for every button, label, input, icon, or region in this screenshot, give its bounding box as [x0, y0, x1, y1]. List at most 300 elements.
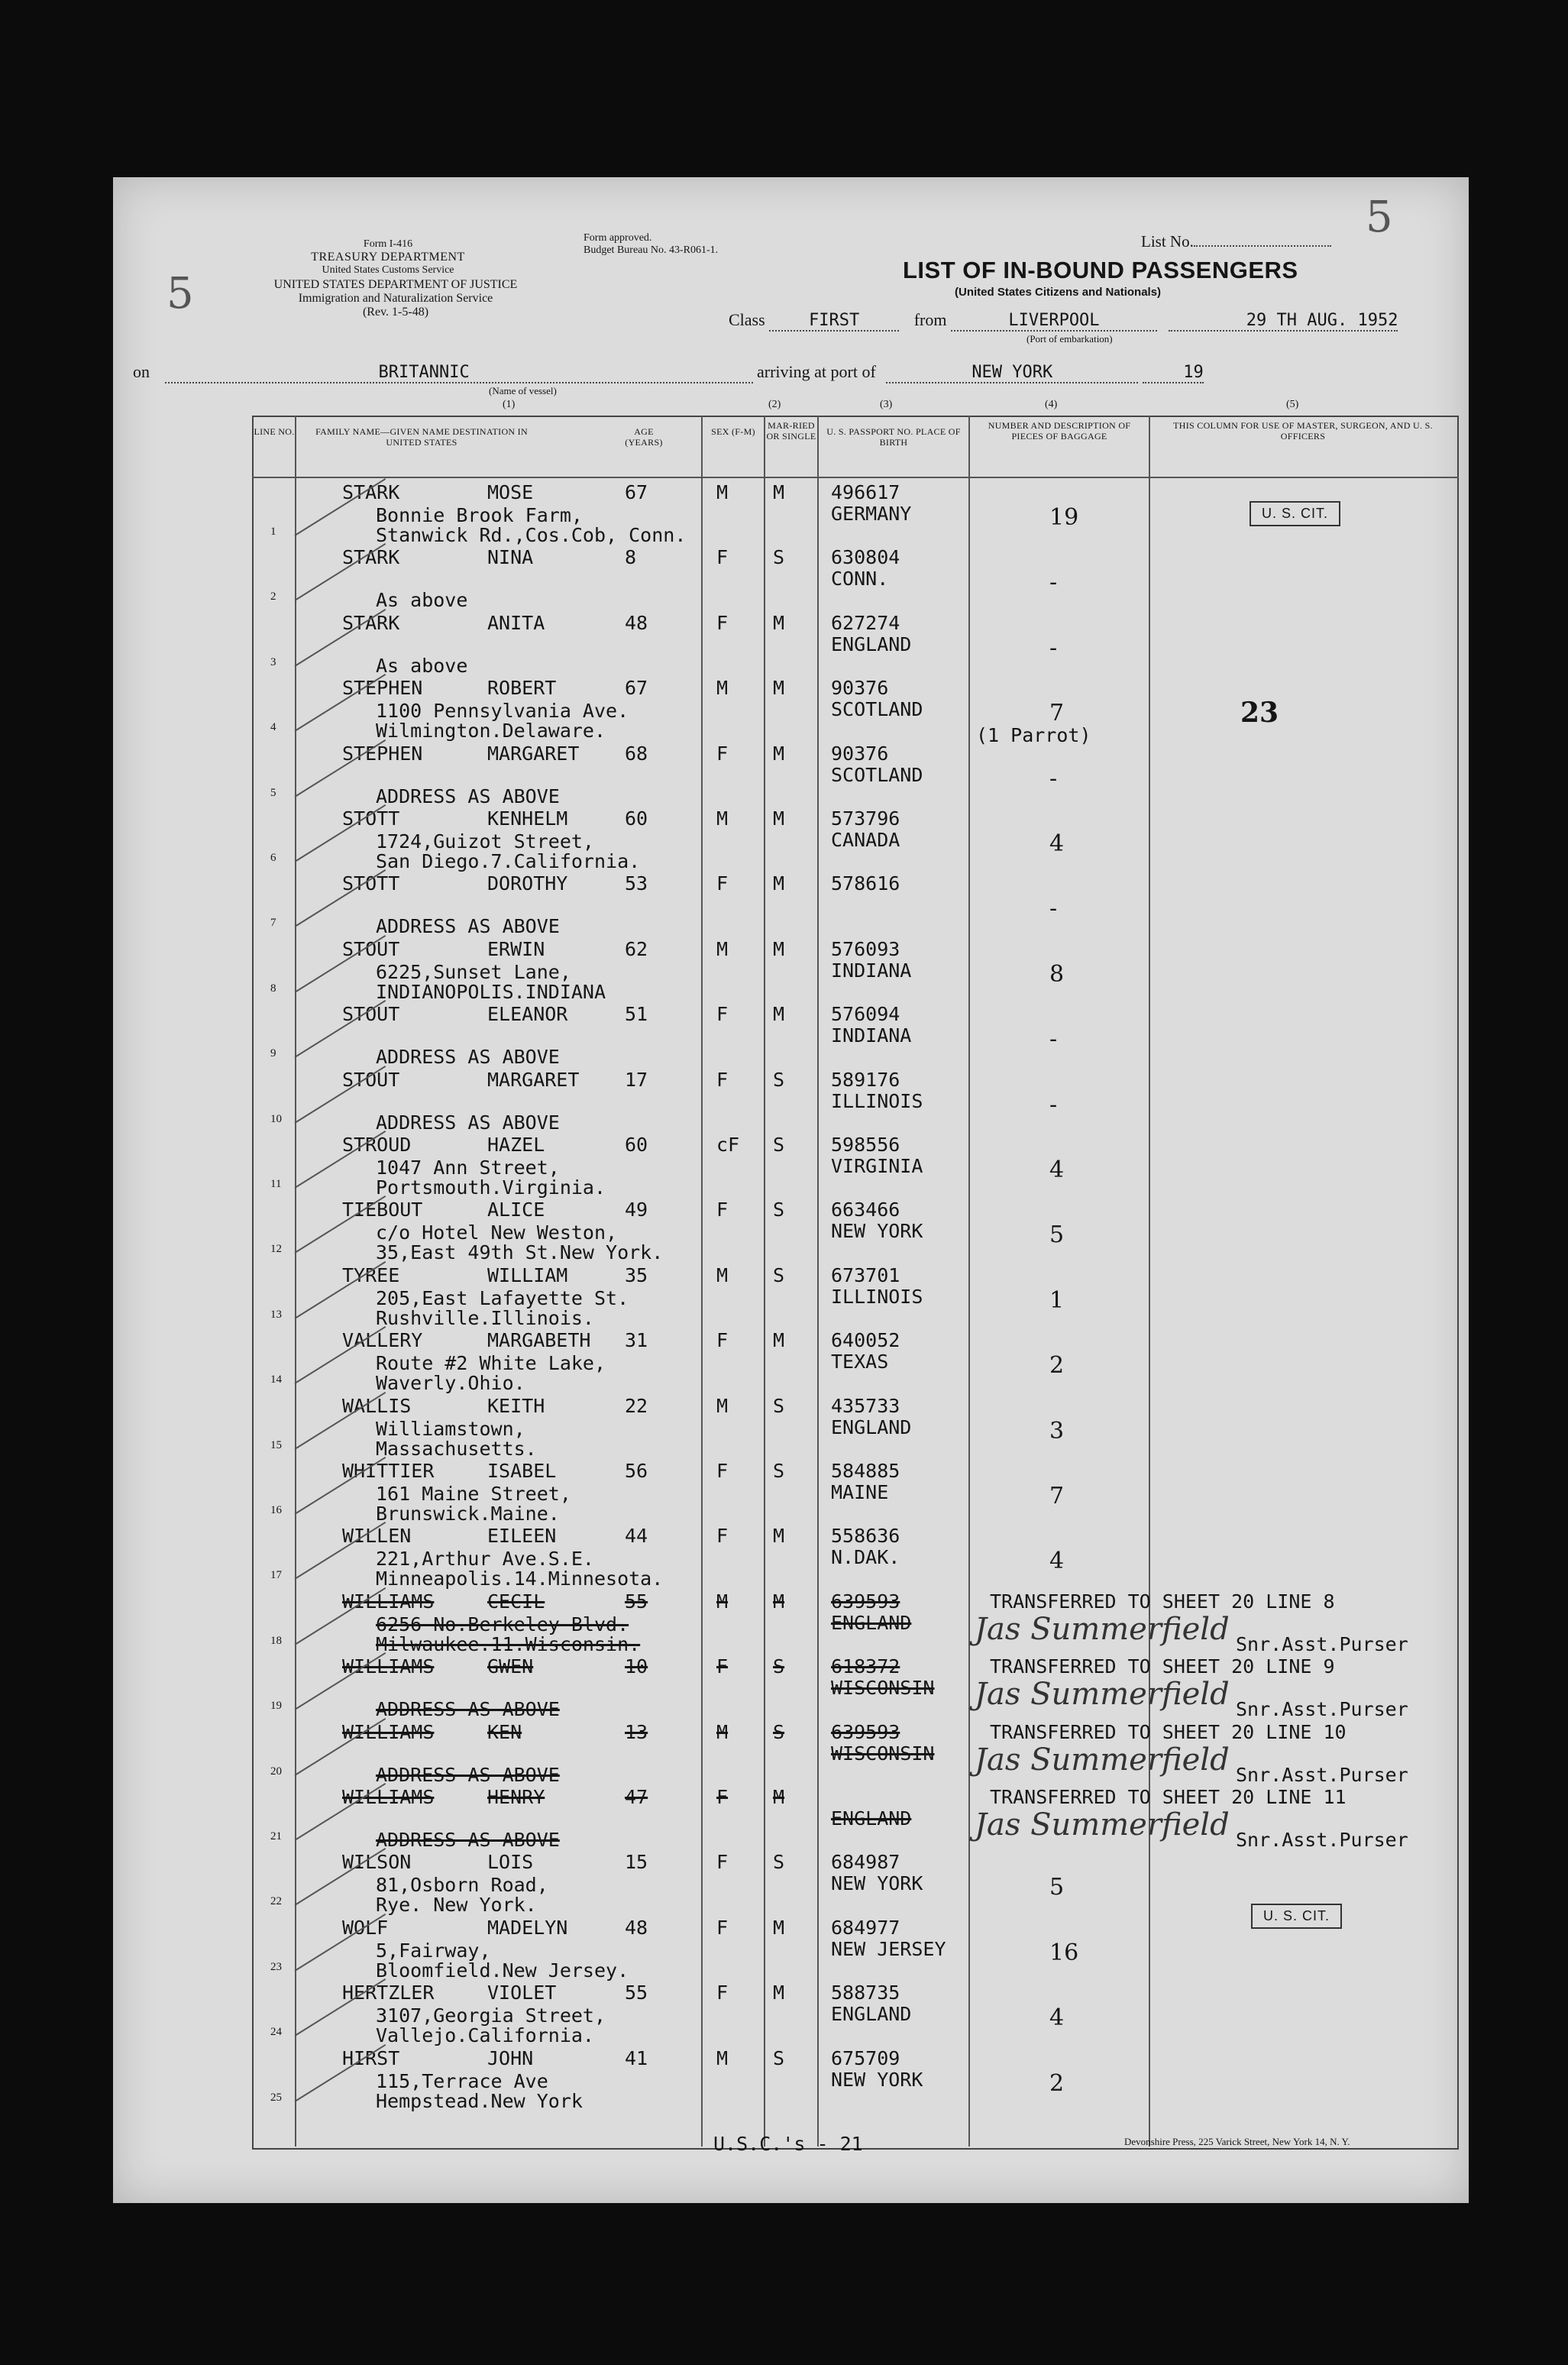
baggage-count: 3: [1049, 1417, 1065, 1445]
port-of-embarkation: LIVERPOOL: [951, 311, 1157, 332]
address-line-1: 5,Fairway,: [376, 1939, 491, 1962]
passport-number: 639593: [831, 1590, 900, 1613]
marital-status: M: [773, 742, 785, 765]
transfer-note: TRANSFERRED TO SHEET 20 LINE 9: [990, 1655, 1335, 1678]
family-name: STOTT: [342, 872, 400, 895]
passport-number: 435733: [831, 1394, 900, 1417]
header-line-no: LINE NO.: [254, 426, 295, 437]
table-row: [113, 1134, 1469, 1199]
sex: F: [716, 1982, 729, 2004]
baggage-count: -: [1049, 765, 1058, 792]
address-line-2: Hempstead.New York: [376, 2089, 583, 2112]
sex: M: [716, 807, 729, 830]
sex: F: [716, 1199, 729, 1221]
check-mark: [294, 869, 386, 927]
address-line-2: Rye. New York.: [376, 1894, 537, 1917]
sex: F: [716, 872, 729, 895]
family-name: TIEBOUT: [342, 1199, 423, 1221]
check-mark: [294, 1131, 386, 1189]
given-name: GWEN: [487, 1655, 534, 1678]
check-mark: [294, 543, 386, 601]
transfer-note: TRANSFERRED TO SHEET 20 LINE 11: [990, 1786, 1347, 1808]
given-name: VIOLET: [487, 1982, 557, 2004]
line-number: 16: [270, 1504, 282, 1516]
family-name: STOTT: [342, 807, 400, 830]
check-mark: [294, 674, 386, 732]
baggage-count: 2: [1049, 2069, 1065, 2097]
marital-status: M: [773, 872, 785, 895]
page-subtitle: (United States Citizens and Nationals): [955, 286, 1162, 299]
class-from-line: [729, 310, 1398, 332]
family-name: STOUT: [342, 1003, 400, 1026]
given-name: HENRY: [487, 1786, 545, 1808]
table-row: [113, 546, 1469, 611]
address-line-2: Stanwick Rd.,Cos.Cob, Conn.: [376, 524, 687, 546]
marital-status: M: [773, 807, 785, 830]
address-line-2: ADDRESS AS ABOVE: [376, 1829, 560, 1851]
address-line-2: Rushville.Illinois.: [376, 1306, 594, 1329]
justice-block: [220, 278, 571, 319]
marital-status: M: [773, 1916, 785, 1939]
family-name: STEPHEN: [342, 742, 423, 765]
address-line-2: As above: [376, 589, 468, 612]
line-number: 19: [270, 1700, 282, 1713]
age: 10: [625, 1655, 648, 1678]
table-row: [113, 1982, 1469, 2046]
given-name: WILLIAM: [487, 1263, 568, 1286]
given-name: EILEEN: [487, 1525, 557, 1548]
place-of-birth: NEW YORK: [831, 1220, 923, 1243]
sex: M: [716, 1590, 729, 1613]
place-of-birth: ENGLAND: [831, 2003, 912, 2026]
line-number: 23: [270, 1960, 282, 1973]
sex: M: [716, 481, 729, 503]
header-name: FAMILY NAME—GIVEN NAME DESTINATION IN UNITED STATES: [315, 426, 528, 448]
sex: M: [716, 1263, 729, 1286]
passport-number: 675709: [831, 2046, 900, 2069]
baggage-count: -: [1049, 1026, 1058, 1053]
sex: M: [716, 677, 729, 700]
marital-status: M: [773, 1003, 785, 1026]
address-line-2: Massachusetts.: [376, 1437, 537, 1460]
marital-status: S: [773, 1851, 785, 1874]
place-of-birth: N.DAK.: [831, 1546, 900, 1569]
check-mark: [294, 1457, 386, 1515]
check-mark: [294, 1326, 386, 1384]
place-of-birth: MAINE: [831, 1481, 889, 1503]
us-citizen-stamp: U. S. CIT.: [1250, 501, 1340, 526]
line-number: 22: [270, 1895, 282, 1908]
customs-service: United States Customs Service: [322, 264, 454, 276]
marital-status: M: [773, 611, 785, 634]
given-name: MARGARET: [487, 742, 580, 765]
table-row: [113, 1069, 1469, 1134]
sex: M: [716, 2046, 729, 2069]
table-row: [113, 1525, 1469, 1590]
check-mark: [294, 1914, 389, 1972]
arriving-label: arriving at port of: [757, 362, 876, 381]
check-mark: [294, 1783, 386, 1841]
line-number: 2: [270, 590, 276, 603]
family-name: WILLIAMS: [342, 1655, 435, 1678]
address-line-2: Vallejo.California.: [376, 2024, 594, 2047]
family-name: HERTZLER: [342, 1982, 435, 2004]
address-line-1: 6225,Sunset Lane,: [376, 960, 571, 983]
line-number: 4: [270, 721, 276, 734]
given-name: MADELYN: [487, 1916, 568, 1939]
us-citizen-stamp: U. S. CIT.: [1251, 1904, 1342, 1929]
marital-status: M: [773, 1329, 785, 1352]
given-name: JOHN: [487, 2046, 534, 2069]
passport-number: 640052: [831, 1329, 900, 1352]
address-line-1: 81,Osborn Road,: [376, 1874, 548, 1897]
place-of-birth: GERMANY: [831, 503, 912, 525]
marital-status: S: [773, 1655, 785, 1678]
age: 67: [625, 481, 648, 503]
address-line-1: 1724,Guizot Street,: [376, 830, 594, 852]
table-row: [113, 1786, 1469, 1851]
check-mark: [294, 739, 386, 798]
given-name: MARGABETH: [487, 1329, 591, 1352]
place-of-birth: ILLINOIS: [831, 1285, 923, 1308]
age: 67: [625, 677, 648, 700]
check-mark: [294, 1261, 386, 1319]
line-number: 7: [270, 917, 276, 930]
page-title: LIST OF IN-BOUND PASSENGERS: [903, 257, 1298, 283]
sex: F: [716, 546, 729, 569]
form-number: Form I-416: [363, 238, 413, 250]
place-of-birth: ILLINOIS: [831, 1089, 923, 1112]
baggage-count: 8: [1049, 960, 1065, 988]
check-mark: [294, 1718, 386, 1776]
address-line-1: 161 Maine Street,: [376, 1483, 571, 1505]
given-name: ELEANOR: [487, 1003, 568, 1026]
vessel-caption: (Name of vessel): [489, 385, 557, 396]
passport-number: 589176: [831, 1068, 900, 1091]
passport-number: 578616: [831, 872, 900, 895]
family-name: STOUT: [342, 1068, 400, 1091]
place-of-birth: ENGLAND: [831, 1807, 912, 1830]
place-of-birth: VIRGINIA: [831, 1155, 923, 1177]
age: 47: [625, 1786, 648, 1808]
table-row: [113, 872, 1469, 937]
header-passport: U. S. PASSPORT NO. PLACE OF BIRTH: [826, 426, 961, 448]
address-line-2: ADDRESS AS ABOVE: [376, 1698, 560, 1721]
line-number: 20: [270, 1765, 282, 1778]
vessel-name: BRITANNIC: [165, 363, 753, 383]
col-num-2: (2): [768, 399, 781, 410]
check-mark: [294, 1587, 386, 1645]
given-name: KEN: [487, 1720, 522, 1743]
marital-status: M: [773, 481, 785, 503]
transfer-note: TRANSFERRED TO SHEET 20 LINE 10: [990, 1720, 1347, 1743]
embarkation-caption: (Port of embarkation): [1026, 333, 1113, 345]
place-of-birth: ENGLAND: [831, 632, 912, 655]
arrival-port: NEW YORK: [886, 363, 1138, 383]
passport-number: 90376: [831, 677, 889, 700]
baggage-count: 1: [1049, 1286, 1065, 1314]
form-revision: (Rev. 1-5-48): [362, 305, 429, 319]
line-number: 14: [270, 1373, 282, 1386]
sex: M: [716, 937, 729, 960]
line-number: 25: [270, 2091, 282, 2104]
family-name: STEPHEN: [342, 677, 423, 700]
line-number: 15: [270, 1438, 282, 1451]
given-name: CECIL: [487, 1590, 545, 1613]
given-name: DOROTHY: [487, 872, 568, 895]
given-name: MARGARET: [487, 1068, 580, 1091]
table-row: [113, 742, 1469, 807]
family-name: STARK: [342, 481, 400, 503]
address-line-1: Route #2 White Lake,: [376, 1352, 606, 1375]
check-mark: [294, 935, 386, 993]
age: 48: [625, 1916, 648, 1939]
given-name: ANITA: [487, 611, 545, 634]
sex: F: [716, 1068, 729, 1091]
family-name: STARK: [342, 546, 400, 569]
given-name: HAZEL: [487, 1134, 545, 1156]
place-of-birth: ENGLAND: [831, 1415, 912, 1438]
address-line-1: 1047 Ann Street,: [376, 1157, 560, 1179]
address-line-2: San Diego.7.California.: [376, 850, 641, 872]
marital-status: M: [773, 1982, 785, 2004]
marital-status: S: [773, 1068, 785, 1091]
family-name: WHITTIER: [342, 1460, 435, 1482]
line-number: 10: [270, 1112, 282, 1125]
sex: F: [716, 1916, 729, 1939]
given-name: ALICE: [487, 1199, 545, 1221]
place-of-birth: WISCONSIN: [831, 1742, 935, 1765]
age: 56: [625, 1460, 648, 1482]
age: 60: [625, 1134, 648, 1156]
check-mark: [294, 609, 386, 667]
baggage-count: 4: [1049, 830, 1065, 857]
address-line-1: Bonnie Brook Farm,: [376, 504, 583, 526]
check-mark: [294, 478, 386, 536]
address-line-2: As above: [376, 654, 468, 677]
address-line-2: Wilmington.Delaware.: [376, 720, 606, 742]
table-row: [113, 807, 1469, 872]
marital-status: S: [773, 1199, 785, 1221]
citizen-count: U.S.C.'s - 21: [713, 2133, 863, 2155]
sex: F: [716, 1655, 729, 1678]
table-row: [113, 1329, 1469, 1394]
passport-number: 639593: [831, 1720, 900, 1743]
sex: M: [716, 1720, 729, 1743]
table-row: [113, 1721, 1469, 1786]
purser-title: Snr.Asst.Purser: [1236, 1698, 1408, 1721]
line-number: 5: [270, 786, 276, 799]
header-age: AGE (YEARS): [625, 426, 663, 448]
baggage-count: -: [1049, 634, 1058, 662]
address-line-1: 115,Terrace Ave: [376, 2069, 548, 2092]
check-mark: [294, 804, 386, 862]
table-row: [113, 481, 1469, 546]
table-row: [113, 1003, 1469, 1068]
age: 13: [625, 1720, 648, 1743]
col-num-1: (1): [503, 399, 516, 410]
line-number: 1: [270, 526, 276, 538]
table-row: [113, 612, 1469, 677]
address-line-2: ADDRESS AS ABOVE: [376, 1763, 560, 1786]
address-line-2: INDIANOPOLIS.INDIANA: [376, 980, 606, 1003]
address-line-1: Williamstown,: [376, 1417, 525, 1440]
transfer-note: TRANSFERRED TO SHEET 20 LINE 8: [990, 1590, 1335, 1613]
passport-number: 558636: [831, 1525, 900, 1548]
purser-signature: Jas Summerfield: [975, 1807, 1230, 1842]
marital-status: M: [773, 1525, 785, 1548]
family-name: VALLERY: [342, 1329, 423, 1352]
age: 68: [625, 742, 648, 765]
class-value: FIRST: [769, 311, 899, 332]
passport-number: 598556: [831, 1134, 900, 1156]
check-mark: [294, 1978, 386, 2037]
marital-status: S: [773, 1394, 785, 1417]
family-name: STARK: [342, 611, 400, 634]
baggage-count: 4: [1049, 1548, 1065, 1575]
on-label: on: [133, 362, 150, 381]
baggage-count: 4: [1049, 2004, 1065, 2032]
from-label: from: [913, 310, 947, 329]
sex: cF: [716, 1134, 740, 1156]
class-label: Class: [729, 310, 765, 329]
address-line-2: Portsmouth.Virginia.: [376, 1176, 606, 1199]
baggage-count: 16: [1049, 1939, 1079, 1966]
family-name: WILLEN: [342, 1525, 412, 1548]
sex: F: [716, 1851, 729, 1874]
form-agency-block: [251, 238, 525, 276]
age: 31: [625, 1329, 648, 1352]
address-line-2: ADDRESS AS ABOVE: [376, 785, 560, 807]
age: 49: [625, 1199, 648, 1221]
place-of-birth: NEW YORK: [831, 1872, 923, 1895]
baggage-count: 5: [1049, 1874, 1065, 1901]
check-mark: [294, 1652, 386, 1710]
page-number: 5: [1366, 192, 1393, 242]
check-mark: [294, 1522, 386, 1580]
passport-number: 663466: [831, 1199, 900, 1221]
place-of-birth: INDIANA: [831, 1024, 912, 1047]
marital-status: S: [773, 2046, 785, 2069]
family-name: WALLIS: [342, 1394, 412, 1417]
marital-status: S: [773, 1720, 785, 1743]
purser-signature: Jas Summerfield: [975, 1742, 1230, 1778]
place-of-birth: WISCONSIN: [831, 1677, 935, 1700]
family-name: WILLIAMS: [342, 1786, 435, 1808]
address-line-1: 6256 No.Berkeley Blvd.: [376, 1613, 629, 1635]
marital-status: S: [773, 1263, 785, 1286]
list-number-field: [1141, 232, 1331, 251]
passport-number: 90376: [831, 742, 889, 765]
place-of-birth: TEXAS: [831, 1351, 889, 1373]
ins-service: Immigration and Naturalization Service: [298, 291, 493, 305]
sex: F: [716, 1525, 729, 1548]
header-baggage: NUMBER AND DESCRIPTION OF PIECES OF BAGGAGE: [988, 420, 1131, 442]
baggage-count: -: [1049, 895, 1058, 923]
address-line-1: 3107,Georgia Street,: [376, 2004, 606, 2027]
given-name: ERWIN: [487, 937, 545, 960]
age: 62: [625, 937, 648, 960]
header-sex: SEX (F-M): [711, 426, 755, 437]
margin-note: 5: [166, 269, 194, 319]
address-line-2: Brunswick.Maine.: [376, 1503, 560, 1525]
check-mark: [294, 1848, 386, 1906]
header-officers: THIS COLUMN FOR USE OF MASTER, SURGEON, AND U. S. OFFICERS: [1173, 420, 1433, 442]
given-name: LOIS: [487, 1851, 534, 1874]
table-row: [113, 677, 1469, 747]
address-line-1: 205,East Lafayette St.: [376, 1286, 629, 1309]
address-line-2: Minneapolis.14.Minnesota.: [376, 1568, 664, 1590]
purser-signature: Jas Summerfield: [975, 1677, 1230, 1713]
sex: F: [716, 742, 729, 765]
address-line-2: Milwaukee.11.Wisconsin.: [376, 1632, 641, 1655]
age: 44: [625, 1525, 648, 1548]
col-num-4: (4): [1045, 399, 1058, 410]
table-row: [113, 2047, 1469, 2112]
table-row: [113, 938, 1469, 1003]
place-of-birth: ENGLAND: [831, 1611, 912, 1634]
given-name: ROBERT: [487, 677, 557, 700]
baggage-count: 5: [1049, 1221, 1065, 1249]
treasury-dept: TREASURY DEPARTMENT: [311, 250, 465, 264]
address-line-2: ADDRESS AS ABOVE: [376, 1046, 560, 1069]
age: 22: [625, 1394, 648, 1417]
address-line-2: Waverly.Ohio.: [376, 1372, 525, 1395]
address-line-2: ADDRESS AS ABOVE: [376, 915, 560, 938]
passport-number: 588735: [831, 1982, 900, 2004]
place-of-birth: CONN.: [831, 568, 889, 590]
address-line-2: ADDRESS AS ABOVE: [376, 1111, 560, 1134]
line-number: 17: [270, 1569, 282, 1582]
age: 17: [625, 1068, 648, 1091]
given-name: KEITH: [487, 1394, 545, 1417]
baggage-note: (1 Parrot): [976, 724, 1091, 747]
age: 48: [625, 611, 648, 634]
marital-status: S: [773, 546, 785, 569]
passport-number: 684977: [831, 1916, 900, 1939]
place-of-birth: SCOTLAND: [831, 763, 923, 786]
place-of-birth: NEW JERSEY: [831, 1937, 946, 1960]
family-name: WILSON: [342, 1851, 412, 1874]
family-name: TYREE: [342, 1263, 400, 1286]
passport-number: 584885: [831, 1460, 900, 1482]
place-of-birth: SCOTLAND: [831, 698, 923, 721]
age: 51: [625, 1003, 648, 1026]
line-number: 18: [270, 1634, 282, 1647]
passport-number: 627274: [831, 611, 900, 634]
marital-status: M: [773, 1786, 785, 1808]
line-number: 3: [270, 655, 276, 668]
approval-line-1: Form approved.: [584, 232, 652, 244]
family-name: WILLIAMS: [342, 1590, 435, 1613]
year-field: 19: [1143, 363, 1204, 383]
age: 53: [625, 872, 648, 895]
list-number-label: List No.: [1141, 232, 1194, 251]
check-mark: [294, 1195, 386, 1254]
sex: F: [716, 611, 729, 634]
sex: F: [716, 1003, 729, 1026]
age: 55: [625, 1590, 648, 1613]
baggage-count: 4: [1049, 1157, 1065, 1183]
family-name: STROUD: [342, 1134, 412, 1156]
line-number: 8: [270, 982, 276, 995]
sex: F: [716, 1329, 729, 1352]
family-name: STOUT: [342, 937, 400, 960]
col-num-3: (3): [880, 399, 893, 410]
family-name: HIRST: [342, 2046, 400, 2069]
family-name: WOLF: [342, 1916, 389, 1939]
age: 55: [625, 1982, 648, 2004]
